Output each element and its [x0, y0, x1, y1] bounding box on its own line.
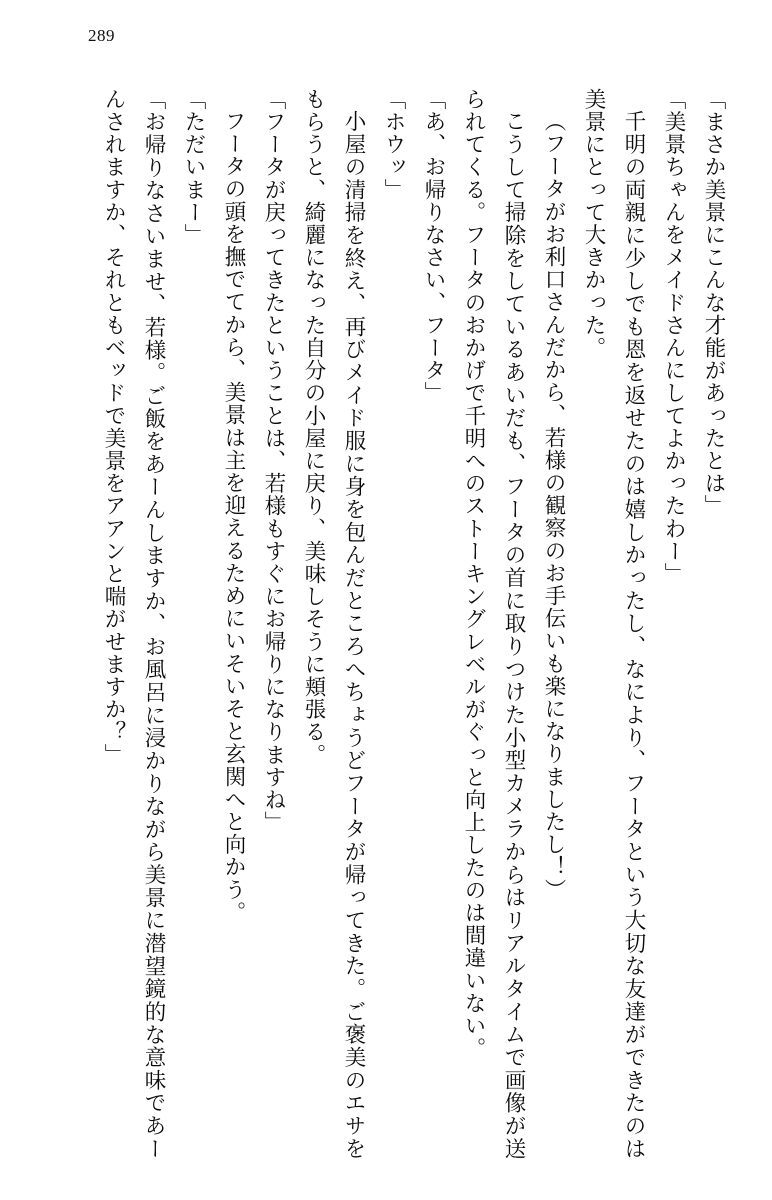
paragraph: こうして掃除をしているあいだも、フータの首に取りつけた小型カメラからはリアルタイムで画像が送られてくる。フータのおかげで千明へのストーキングレベルがぐっと向上したのは間違いない。 [462, 88, 526, 1160]
paragraph: 「ホウッ」 [382, 88, 406, 201]
paragraph: 「ただいまー」 [182, 88, 206, 247]
paragraph: 「フータが戻ってきたということは、若様もすぐにお帰りになりますね」 [262, 88, 286, 834]
paragraph: フータの頭を撫でてから、美景は主を迎えるためにいそいそと玄関へと向かう。 [222, 110, 246, 924]
paragraph: 「美景ちゃんをメイドさんにしてよかったわー」 [662, 88, 686, 586]
paragraph: 小屋の清掃を終え、再びメイド服に身を包んだところへちょうどフータが帰ってきた。ご褒美のエサをもらうと、綺麗になった自分の小屋に戻り、美味しそうに頬張る。 [302, 88, 366, 1160]
paragraph: 「あ、お帰りなさい、フータ」 [422, 88, 446, 405]
paragraph: 「まさか美景にこんな才能があったとは」 [702, 88, 726, 518]
paragraph: 「お帰りなさいませ、若様。ご飯をあーんしますか、お風呂に浸かりながら美景に潜望鏡的な意味であーんされますか、それともベッドで美景をアアンと喘がせますか？」 [102, 88, 166, 1160]
page-number: 289 [88, 26, 115, 45]
page-body-text [38, 88, 734, 1160]
paragraph: （フータがお利口さんだから、若様の観察のお手伝いも楽になりましたし！） [542, 110, 566, 901]
paragraph: 千明の両親に少しでも恩を返せたのは嬉しかったし、なにより、フータという大切な友達ができたのは美景にとって大きかった。 [582, 88, 646, 1160]
